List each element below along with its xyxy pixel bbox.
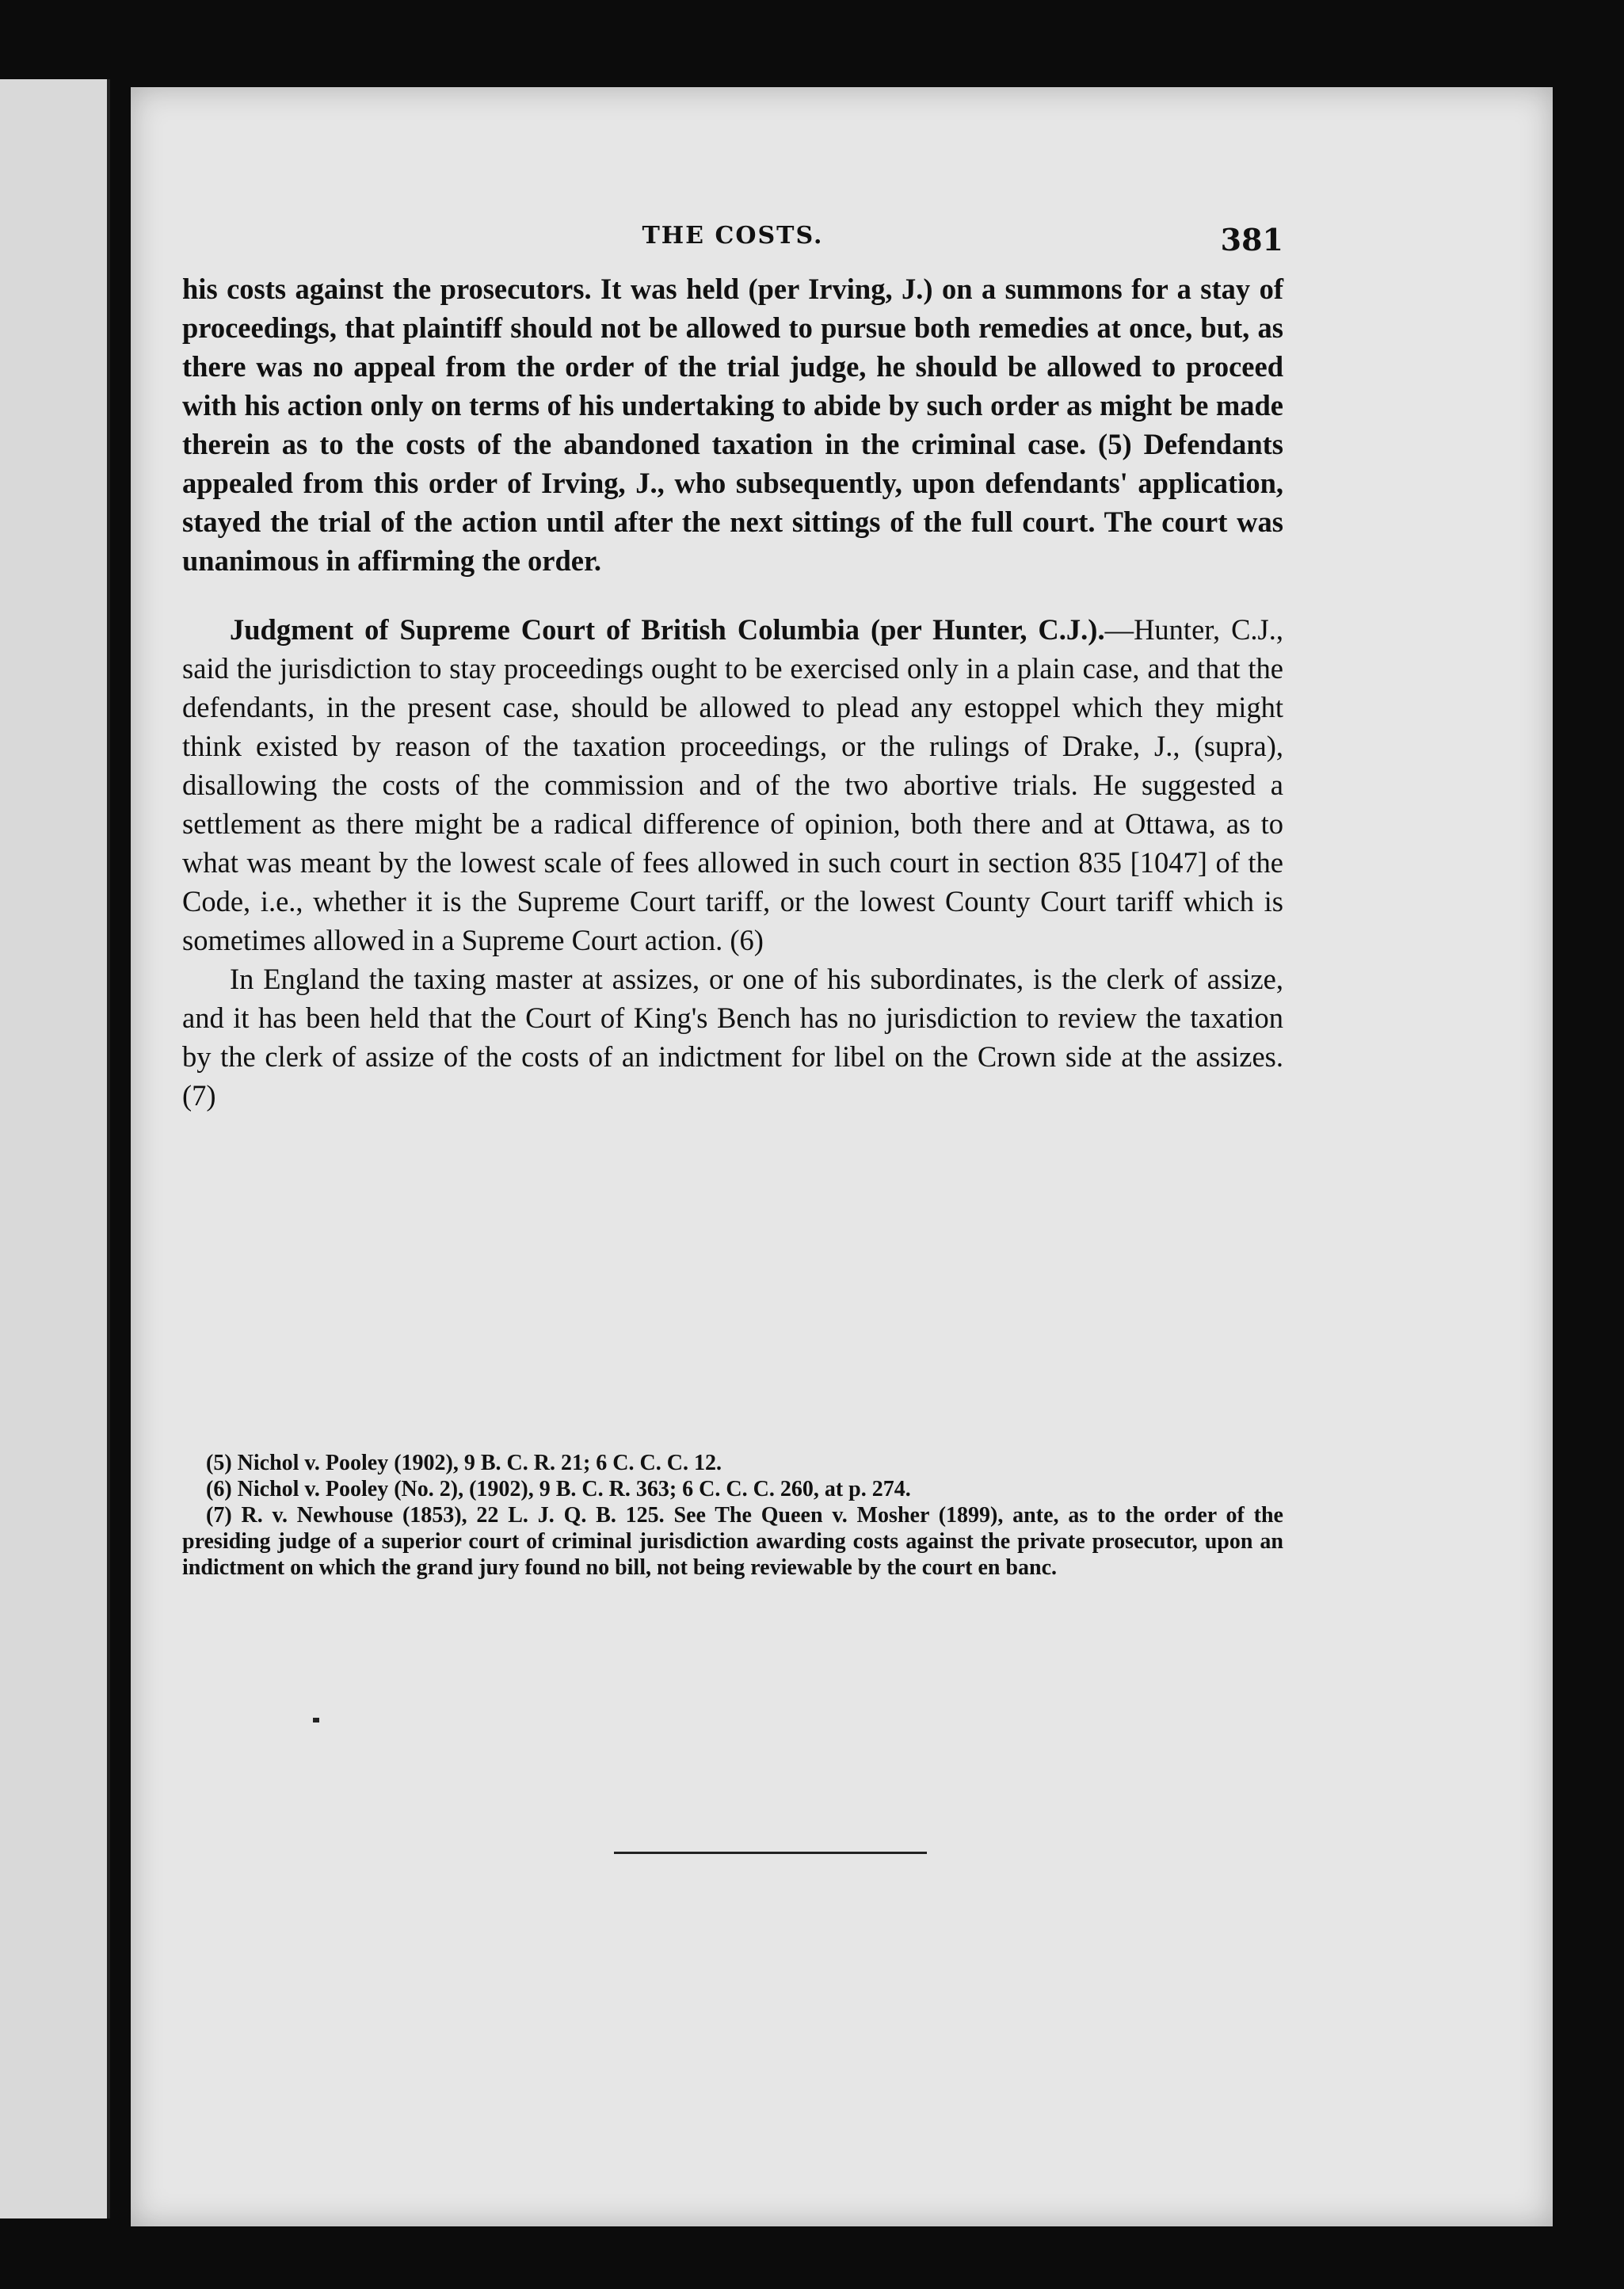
judgment-heading: Judgment of Supreme Court of British Columbia (per Hunter, C.J.). <box>230 613 1105 646</box>
footnote-6: (6) Nichol v. Pooley (No. 2), (1902), 9 B. C. R. 363; 6 C. C. C. 260, at p. 274. <box>206 1477 911 1501</box>
footnotes <box>182 1450 1283 1581</box>
running-head: THE COSTS. <box>642 222 824 250</box>
page-number: 381 <box>1220 222 1283 258</box>
paragraph-1: his costs against the prosecutors. It was held (per Irving, J.) on a summons for a stay of proceedings, that plaintiff should not be allowed to pursue both remedies at once, but, as there was no appeal from the order of the trial judge, he should be allowed to proceed with his action only on terms of his undertaking to abide by such order as might be made therein as to the costs of the abandoned taxation in the criminal case. (5) Defendants appealed from this order of Irving, J., who subsequently, upon defendants' application, stayed the trial of the action until after the next sittings of the full court. The court was unanimous in affirming the order. <box>182 273 1283 577</box>
footnote-5: (5) Nichol v. Pooley (1902), 9 B. C. R. 21; 6 C. C. C. 12. <box>206 1451 722 1475</box>
ink-mark <box>313 1718 319 1722</box>
footnote-7: (7) R. v. Newhouse (1853), 22 L. J. Q. B. 125. See The Queen v. Mosher (1899), ante, as to the order of the presiding judge of a superior court of criminal jurisdiction awarding costs against the private prosecutor, upon an indictment on which the grand jury found no bill, not being reviewable by the court en banc. <box>182 1503 1283 1580</box>
page-header <box>182 222 1283 261</box>
end-rule <box>614 1852 927 1854</box>
page-body <box>182 269 1283 1115</box>
adjacent-page-edge <box>0 79 110 2218</box>
paragraph-2-body: —Hunter, C.J., said the jurisdiction to stay proceedings ought to be exercised only in a plain case, and that the defendants, in the present case, should be allowed to plead any estoppel which they might think existed by reason of the taxation proceedings, or the rulings of Drake, J., (supra), disallowing the costs of the commission and of the two abortive trials. He suggested a settlement as there might be a radical difference of opinion, both there and at Ottawa, as to what was meant by the lowest scale of fees allowed in such court in section 835 [1047] of the Code, i.e., whether it is the Supreme Court tariff, or the lowest County Court tariff which is sometimes allowed in a Supreme Court action. (6) <box>182 613 1283 956</box>
paragraph-2 <box>182 610 1283 959</box>
paragraph-3: In England the taxing master at assizes, or one of his subordinates, is the clerk of assize, and it has been held that the Court of King's Bench has no jurisdiction to review the taxation by the clerk of assize of the costs of an indictment for libel on the Crown side at the assizes. (7) <box>182 963 1283 1112</box>
